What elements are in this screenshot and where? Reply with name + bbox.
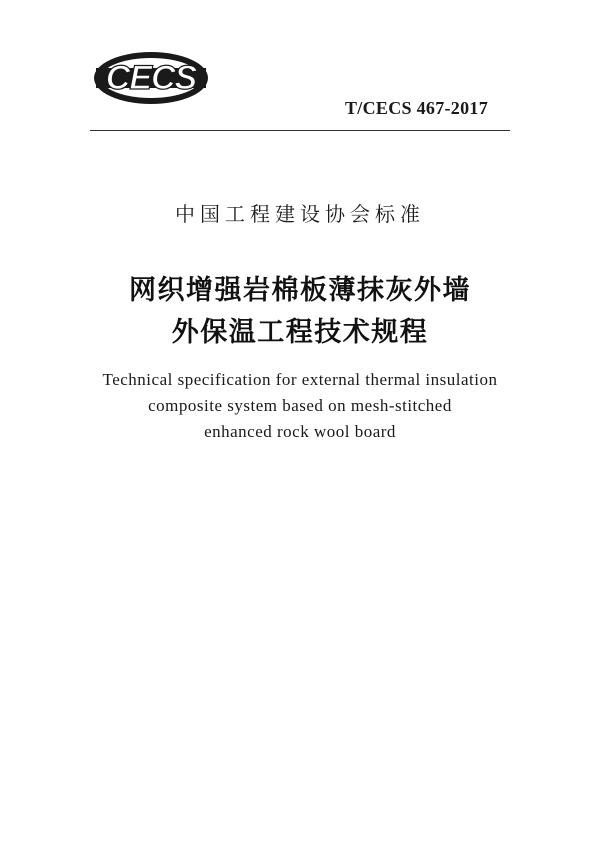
english-title-line-2: composite system based on mesh-stitched: [148, 396, 452, 415]
chinese-title-line-2: 外保温工程技术规程: [171, 317, 429, 348]
cecs-logo-icon: [92, 46, 210, 106]
issuer-heading: 中国工程建设协会标准: [175, 202, 425, 226]
english-title-line-3: enhanced rock wool board: [204, 422, 396, 441]
logo-text: CECS: [105, 59, 197, 97]
header-divider: [90, 130, 510, 131]
standard-code: T/CECS 467-2017: [344, 98, 488, 118]
chinese-title-line-1: 网织增强岩棉板薄抹灰外墙: [129, 275, 471, 306]
english-title-line-1: Technical specification for external thermal insulation: [102, 370, 498, 389]
